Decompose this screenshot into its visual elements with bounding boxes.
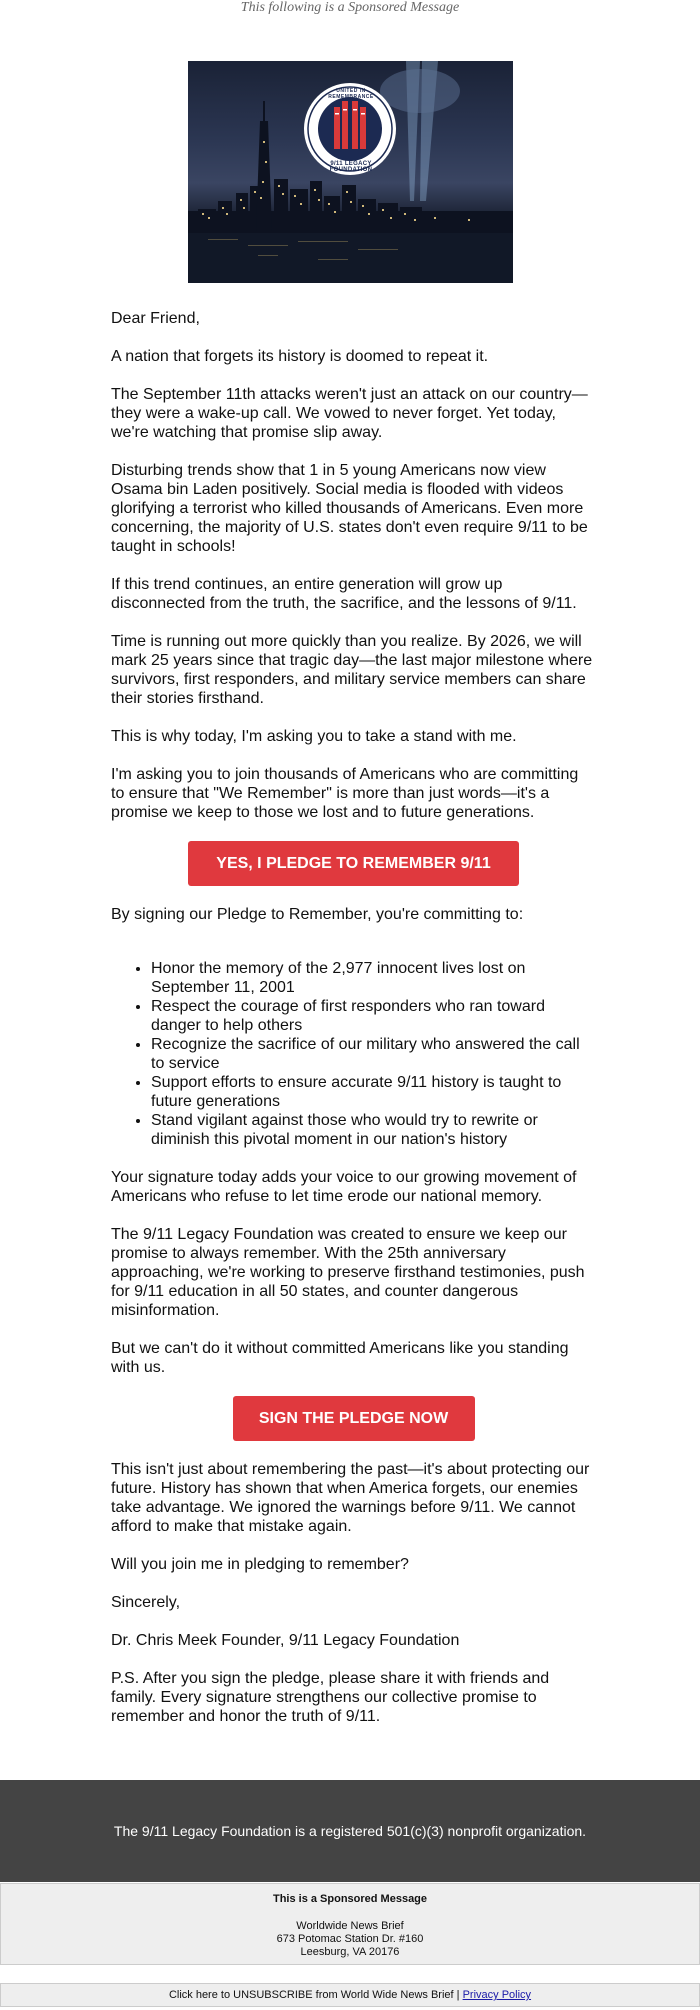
signature: Dr. Chris Meek Founder, 9/11 Legacy Foundation (111, 1632, 460, 1649)
sign-pledge-button[interactable]: SIGN THE PLEDGE NOW (233, 1396, 475, 1441)
paragraph: If this trend continues, an entire generation will grow up disconnected from the truth, the sacrifice, and the lessons of 9/11. (111, 576, 577, 612)
sponsor-org: Worldwide News Brief (296, 1920, 404, 1932)
pledge-remember-button[interactable]: YES, I PLEDGE TO REMEMBER 9/11 (188, 841, 519, 886)
pledge-item: • Respect the courage of first responders who ran toward danger to help others (151, 997, 596, 1035)
sponsor-footer (0, 1883, 700, 1965)
letter-body (111, 309, 596, 1745)
sponsor-address-line1: 673 Potomac Station Dr. #160 (276, 1933, 424, 1945)
nonprofit-statement: The 9/11 Legacy Foundation is a registered 501(c)(3) nonprofit organization. (113, 1823, 587, 1839)
sign-off: Sincerely, (111, 1594, 181, 1611)
paragraph: This is why today, I'm asking you to take a stand with me. (111, 728, 517, 745)
logo-ring-text-bottom: 9/11 LEGACY FOUNDATION (329, 161, 373, 173)
unsubscribe-bar (0, 1983, 700, 2007)
greeting: Dear Friend, (111, 310, 200, 327)
paragraph: A nation that forgets its history is doomed to repeat it. (111, 348, 489, 365)
paragraph: I'm asking you to join thousands of Americans who are committing to ensure that "We Remember" is more than just words—it's a promise we keep to those we lost and to future generations. (111, 766, 579, 821)
pledge-intro: By signing our Pledge to Remember, you're committing to: (111, 906, 524, 923)
paragraph: Time is running out more quickly than you realize. By 2026, we will mark 25 years since that tragic day—the last major milestone where survivors, first responders, and military service members can share their stories firsthand. (111, 633, 593, 707)
privacy-policy-link[interactable]: Privacy Policy (462, 1989, 532, 2001)
paragraph: This isn't just about remembering the past—it's about protecting our future. History has shown that when America forgets, our enemies take advantage. We ignored the warnings before 9/11. We cannot afford to make that mistake again. (111, 1461, 590, 1535)
nonprofit-footer (0, 1780, 700, 1882)
paragraph: The 9/11 Legacy Foundation was created to ensure we keep our promise to always remember. With the 25th anniversary approaching, we're working to preserve firsthand testimonies, push for 9/11 education in all 50 states, and counter dangerous misinformation. (111, 1226, 585, 1319)
pledge-item: • Recognize the sacrifice of our military who answered the call to service (151, 1035, 596, 1073)
postscript: P.S. After you sign the pledge, please share it with friends and family. Every signature strengthens our collective promise to remember and honor the truth of 9/11. (111, 1670, 550, 1725)
unsubscribe-link[interactable]: Click here to UNSUBSCRIBE from World Wide News Brief (168, 1989, 454, 2001)
separator: | (453, 1989, 463, 2001)
pledge-item: • Stand vigilant against those who would try to rewrite or diminish this pivotal moment in our nation's history (151, 1111, 596, 1149)
pledge-item: • Support efforts to ensure accurate 9/11 history is taught to future generations (151, 1073, 596, 1111)
sponsored-message-header: This following is a Sponsored Message (240, 0, 460, 15)
pledge-item: • Honor the memory of the 2,977 innocent lives lost on September 11, 2001 (151, 959, 596, 997)
sponsor-address (1, 1920, 699, 1959)
paragraph: But we can't do it without committed Americans like you standing with us. (111, 1340, 569, 1376)
cta-wrapper (111, 841, 596, 886)
paragraph: Disturbing trends show that 1 in 5 young Americans now view Osama bin Laden positively. Social media is flooded with videos glorifying a terrorist who killed thousands of Americans. Even more concerning, the majority of U.S. states don't even require 9/11 to be taught in schools! (111, 462, 588, 555)
logo-ring-text-top: UNITED IN REMEMBRANCE (328, 88, 374, 100)
sponsor-address-line2: Leesburg, VA 20176 (300, 1946, 400, 1958)
hero-image (188, 61, 513, 283)
paragraph: The September 11th attacks weren't just an attack on our country—they were a wake-up call. We vowed to never forget. Yet today, we're watching that promise slip away. (111, 386, 588, 441)
sponsor-footer-title: This is a Sponsored Message (272, 1893, 428, 1905)
cta-wrapper (111, 1396, 596, 1441)
paragraph: Your signature today adds your voice to our growing movement of Americans who refuse to let time erode our national memory. (111, 1169, 577, 1205)
pledge-list (111, 959, 596, 1149)
paragraph: Will you join me in pledging to remember? (111, 1556, 409, 1573)
